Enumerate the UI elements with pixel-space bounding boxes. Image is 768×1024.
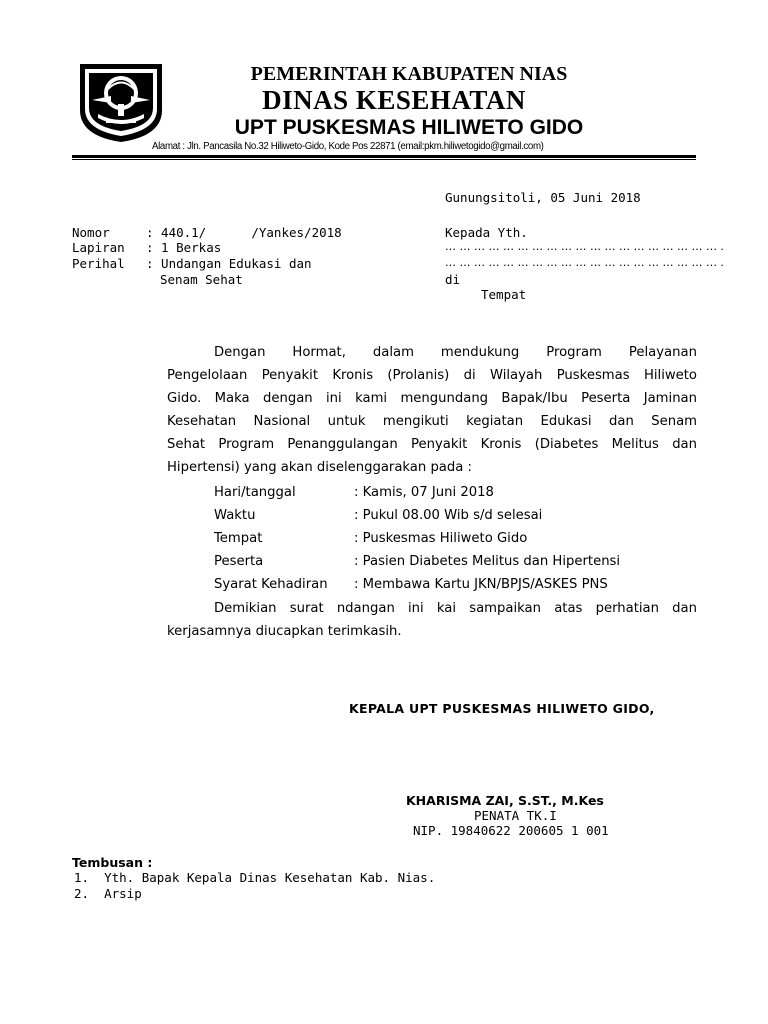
word: dalam (372, 345, 414, 360)
tembusan-item: 1. Yth. Bapak Kepala Dinas Kesehatan Kab. Nias. (74, 870, 436, 885)
detail-value-requirement: : Membawa Kartu JKN/BPJS/ASKES PNS (354, 577, 608, 592)
letterhead-puskesmas: UPT PUSKESMAS HILIWETO GIDO (234, 116, 584, 139)
detail-label-requirement: Syarat Kehadiran (214, 577, 328, 592)
tembusan-heading: Tembusan : (72, 855, 153, 870)
body-line-5: Sehat Program Penanggulangan Penyakit Kronis (Diabetes Melitus dan (167, 437, 697, 452)
detail-value-place: : Puskesmas Hiliweto Gido (354, 531, 528, 546)
signature-title: KEPALA UPT PUSKESMAS HILIWETO GIDO, (349, 701, 655, 716)
tembusan-item: 2. Arsip (74, 886, 142, 901)
detail-label-participants: Peserta (214, 554, 264, 569)
recipient-place: Tempat (481, 287, 527, 302)
detail-value-date: : Kamis, 07 Juni 2018 (354, 485, 494, 500)
nomor-value: : 440.1/ /Yankes/2018 (146, 225, 342, 240)
perihal-label: Perihal (72, 256, 125, 271)
letterhead-rule-thick (72, 155, 696, 158)
recipient-placeholder-1: … … … … … … … … … … … … … … … … … … … . (445, 240, 724, 253)
detail-value-participants: : Pasien Diabetes Melitus dan Hipertensi (354, 554, 621, 569)
perihal-value-cont: Senam Sehat (160, 272, 243, 287)
lampiran-value: : 1 Berkas (146, 240, 222, 255)
signatory-name: KHARISMA ZAI, S.ST., M.Kes (406, 793, 604, 808)
body-line-3: Gido. Maka dengan ini kami mengundang Bapak/Ibu Peserta Jaminan (167, 391, 697, 406)
lampiran-label: Lapiran (72, 240, 125, 255)
closing-line-2: kerjasamnya diucapkan terimkasih. (167, 624, 402, 639)
letterhead-rule-thin (72, 159, 696, 160)
word: Program (546, 345, 602, 360)
recipient-di: di (445, 272, 461, 287)
word: Hormat, (292, 345, 346, 360)
perihal-value: : Undangan Edukasi dan (146, 256, 312, 271)
nomor-label: Nomor (72, 225, 110, 240)
word: mendukung (440, 345, 520, 360)
detail-label-place: Tempat (214, 531, 263, 546)
detail-label-time: Waktu (214, 508, 256, 523)
place-date: Gunungsitoli, 05 Juni 2018 (445, 190, 641, 205)
letterhead-agency: DINAS KESEHATAN (262, 85, 526, 115)
word: Dengan (214, 345, 266, 360)
detail-label-date: Hari/tanggal (214, 485, 296, 500)
signatory-nip: NIP. 19840622 200605 1 001 (413, 823, 609, 838)
closing-line-1: Demikian surat ndangan ini kai sampaikan atas perhatian dan (214, 601, 697, 616)
detail-value-time: : Pukul 08.00 Wib s/d selesai (354, 508, 543, 523)
letterhead-address: Alamat : Jln. Pancasila No.32 Hiliweto-Gido, Kode Pos 22871 (email:pkm.hiliwetogido@gmail.com) (152, 141, 544, 152)
body-line-2: Pengelolaan Penyakit Kronis (Prolanis) di Wilayah Puskesmas Hiliweto (167, 368, 697, 383)
letterhead-government: PEMERINTAH KABUPATEN NIAS (250, 63, 568, 85)
signatory-rank: PENATA TK.I (474, 808, 557, 823)
recipient-heading: Kepada Yth. (445, 225, 528, 240)
word: Pelayanan (628, 345, 697, 360)
body-line-1 (214, 345, 697, 360)
recipient-placeholder-2: … … … … … … … … … … … … … … … … … … … . (445, 256, 724, 269)
body-line-6: Hipertensi) yang akan diselenggarakan pada : (167, 460, 472, 475)
body-line-4: Kesehatan Nasional untuk mengikuti kegiatan Edukasi dan Senam (167, 414, 697, 429)
